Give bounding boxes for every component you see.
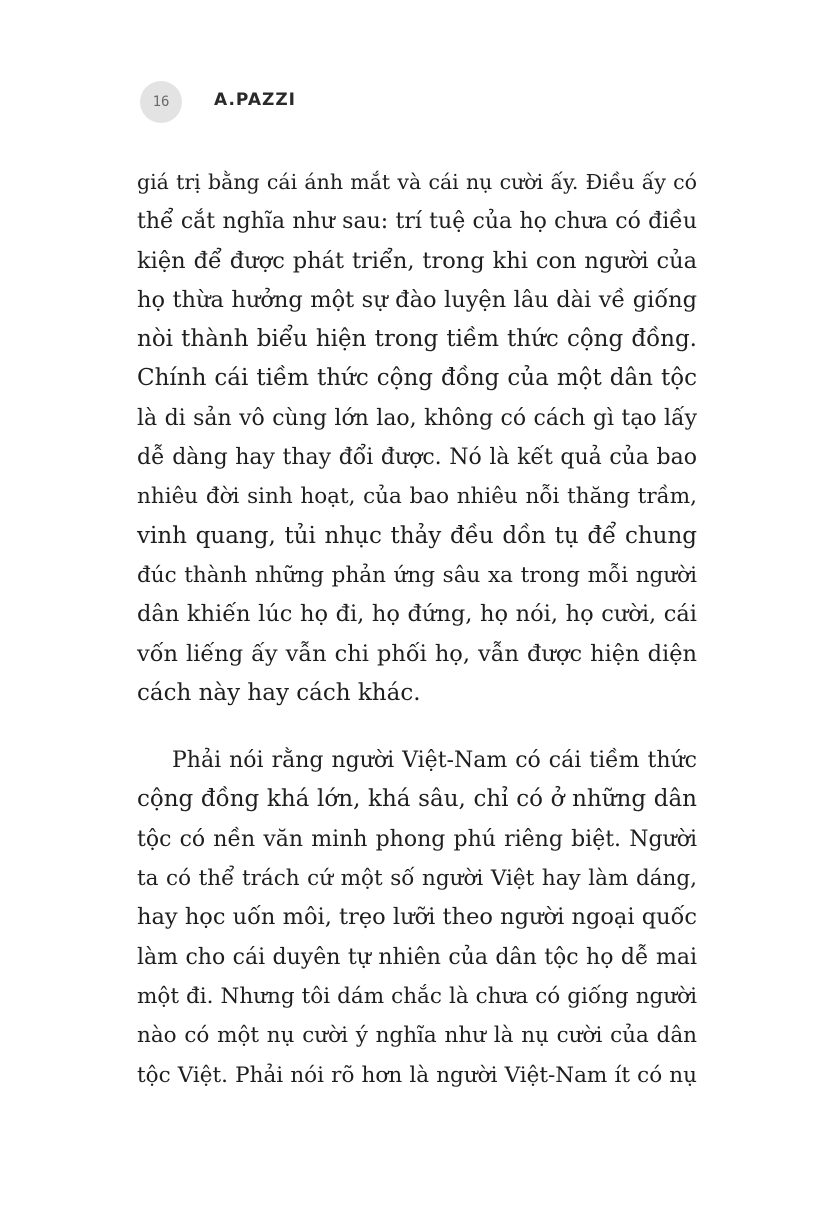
text-line: kiện để được phát triển, trong khi con người của <box>137 247 697 274</box>
text-line: họ thừa hưởng một sự đào luyện lâu dài về giống <box>137 286 697 313</box>
text-line: vinh quang, tủi nhục thảy đều dồn tụ để chung <box>137 522 697 549</box>
paragraph-1 <box>137 163 697 713</box>
text-line: nòi thành biểu hiện trong tiềm thức cộng đồng. <box>137 326 697 353</box>
text-line: làm cho cái duyên tự nhiên của dân tộc họ dễ mai <box>137 944 697 970</box>
text-line: giá trị bằng cái ánh mắt và cái nụ cười ấy. Điều ấy có <box>137 170 697 194</box>
page-header <box>0 78 815 128</box>
text-line: tộc Việt. Phải nói rõ hơn là người Việt-Nam ít có nụ <box>137 1062 697 1088</box>
body-text <box>137 163 697 1095</box>
text-line: thể cắt nghĩa như sau: trí tuệ của họ chưa có điều <box>137 209 697 235</box>
page-number: 16 <box>152 94 170 110</box>
text-line: hay học uốn môi, trẹo lưỡi theo người ngoại quốc <box>137 904 697 931</box>
page-number-badge <box>140 81 182 123</box>
author-name: A.PAZZI <box>214 90 296 110</box>
text-line: nào có một nụ cười ý nghĩa như là nụ cười của dân <box>137 1023 697 1049</box>
text-line: tộc có nền văn minh phong phú riêng biệt. Người <box>137 826 697 852</box>
text-line: dân khiến lúc họ đi, họ đứng, họ nói, họ cười, cái <box>137 601 697 628</box>
text-line: dễ dàng hay thay đổi được. Nó là kết quả của bao <box>137 445 697 471</box>
text-line: một đi. Nhưng tôi dám chắc là chưa có giống người <box>137 983 697 1009</box>
text-line: nhiêu đời sinh hoạt, của bao nhiêu nỗi thăng trầm, <box>137 484 697 510</box>
text-line: Chính cái tiềm thức cộng đồng của một dân tộc <box>137 365 697 392</box>
text-line: là di sản vô cùng lớn lao, không có cách gì tạo lấy <box>137 405 697 431</box>
text-line: ta có thể trách cứ một số người Việt hay làm dáng, <box>137 866 697 892</box>
text-line: cách này hay cách khác. <box>137 679 421 706</box>
text-line: cộng đồng khá lớn, khá sâu, chỉ có ở những dân <box>137 786 697 813</box>
paragraph-2 <box>137 741 697 1095</box>
text-line: Phải nói rằng người Việt-Nam có cái tiềm thức <box>172 748 697 774</box>
text-line: đúc thành những phản ứng sâu xa trong mỗi người <box>137 562 697 588</box>
paragraph-gap <box>137 713 697 741</box>
text-line: vốn liếng ấy vẫn chi phối họ, vẫn được hiện diện <box>137 640 697 667</box>
